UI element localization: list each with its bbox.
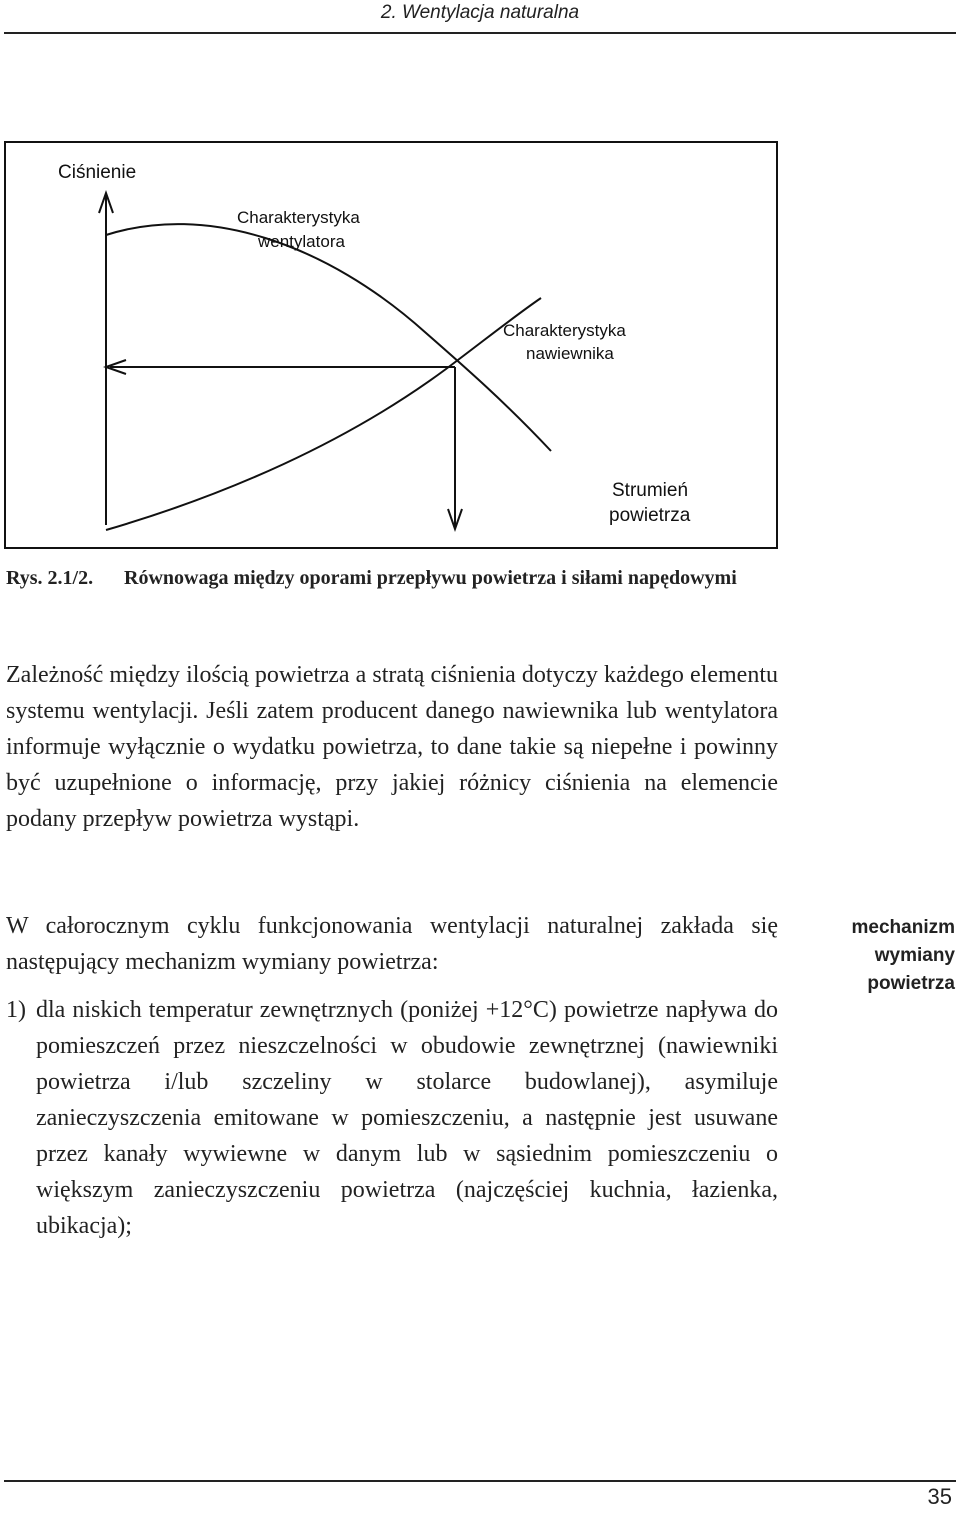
list-item-text: dla niskich temperatur zewnętrznych (poniżej +12°C) powietrze napływa do pomieszczeń przez nieszczelności w obudowie zewnętrznej (nawiewniki powietrza i/lub szczeliny w stolarce budowlanej), asymiluje zanieczyszczenia emitowane w pomieszczeniu, a następnie jest usuwane przez kanały wywiewne w danym lub w sąsiednim pomieszczeniu o większym zanieczyszczeniu powietrza (najczęściej kuchnia, łazienka, ubikacja); [36,997,778,1239]
header-divider [4,32,956,34]
caption-number: Rys. 2.1/2. [6,567,94,589]
fan-curve [106,224,551,451]
y-axis-label: Ciśnienie [58,162,137,183]
margin-note-line3: powietrza [867,973,955,994]
figure-caption [6,563,778,593]
inlet-curve-label-line1: Charakterystyka [503,321,626,340]
x-axis-label-line1: Strumień [612,480,689,501]
figure-frame [4,141,778,549]
list-marker: 1) [6,997,26,1023]
inlet-curve [106,298,541,530]
fan-curve-label-line1: Charakterystyka [237,208,360,227]
page-number: 35 [927,1484,952,1509]
list-item [6,992,778,1244]
paragraph-2: W całorocznym cyklu funkcjonowania wentylacji naturalnej zakłada się następujący mechanizm wymiany powietrza: [6,913,778,975]
fan-curve-label-line2: wentylatora [258,232,345,251]
running-header: 2. Wentylacja naturalna [380,2,580,23]
caption-text: Równowaga między oporami przepływu powietrza i siłami napędowymi [124,567,737,589]
footer-divider [4,1480,956,1482]
margin-note [800,914,955,998]
pressure-flow-diagram [6,143,776,547]
inlet-curve-label-line2: nawiewnika [526,344,614,363]
margin-note-line1: mechanizm [851,917,955,938]
x-axis-label-line2: powietrza [609,505,691,526]
paragraph-1: Zależność między ilością powietrza a stratą ciśnienia dotyczy każdego elementu systemu wentylacji. Jeśli zatem producent danego nawiewnika lub wentylatora informuje wyłącznie o wydatku powietrza, to dane takie są niepełne i powinny być uzupełnione o informację, przy jakiej różnicy ciśnienia na elemencie podany przepływ powietrza wystąpi. [6,662,778,832]
margin-note-line2: wymiany [874,945,955,966]
